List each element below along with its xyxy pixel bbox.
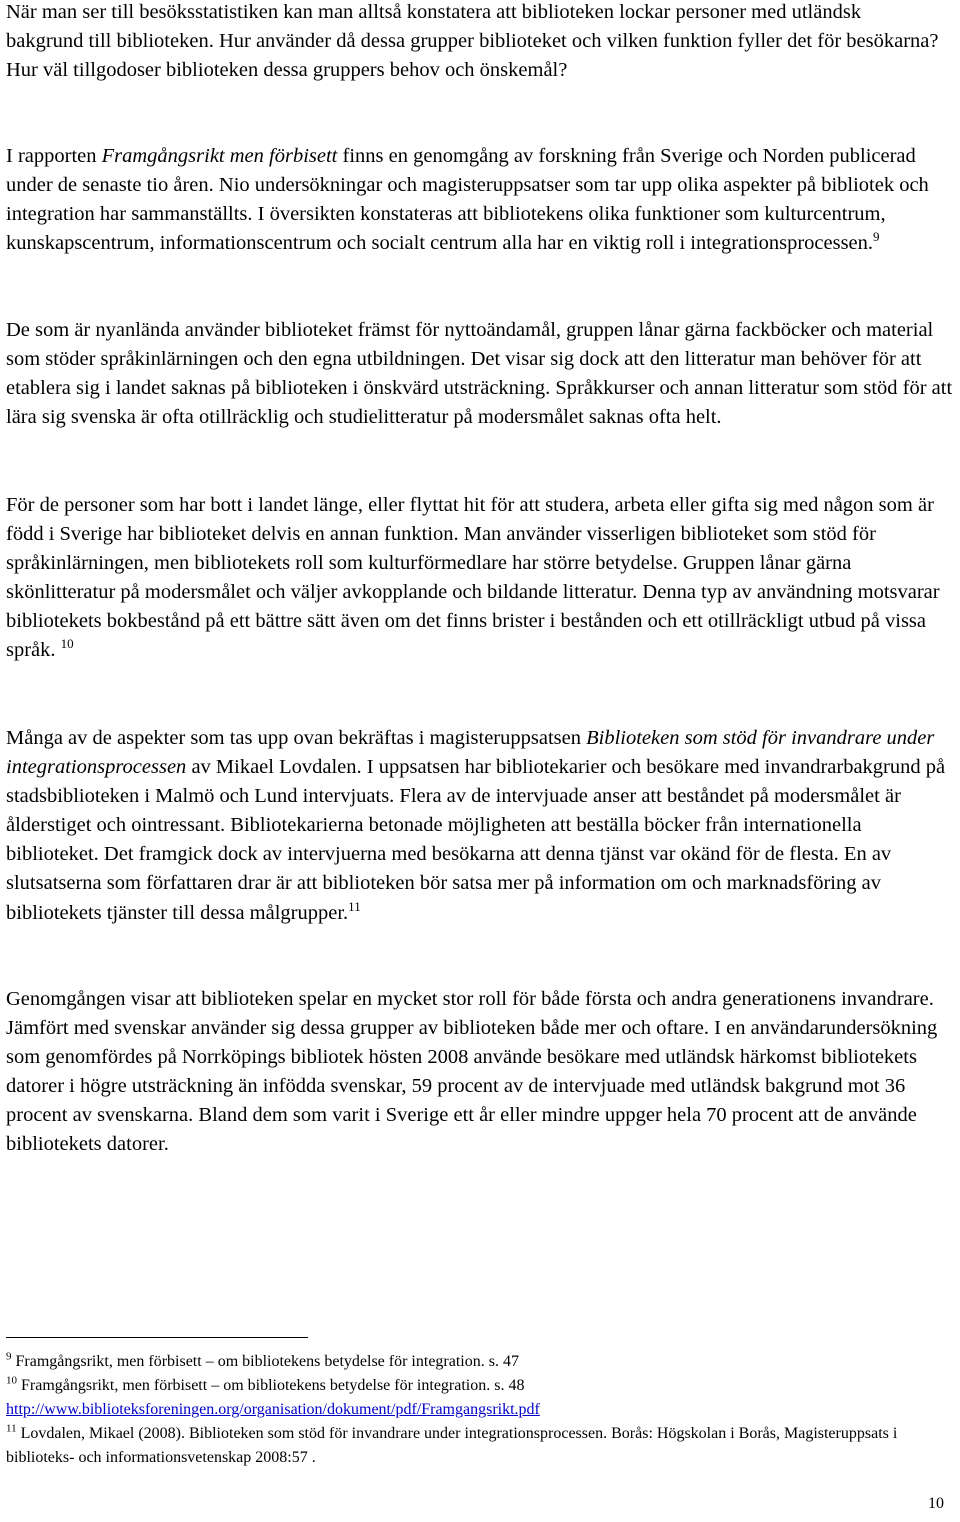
- footnote-text: Framgångsrikt, men förbisett – om bibliotekens betydelse för integration. s. 48: [17, 1377, 525, 1394]
- page-number: 10: [928, 1495, 944, 1512]
- paragraph-text: finns en genomgång av forskning från Sverige och Norden publicerad under de senaste tio åren. Nio undersökningar och magisteruppsatser som tar upp olika aspekter på bibliotek och integration har sammanställts. I översikten konstateras att bibliotekens olika funktioner som kulturcentrum, kunskapscentrum, informationscentrum och socialt centrum alla har en viktig roll i integrationsprocessen.: [6, 145, 929, 255]
- paragraph-text: För de personer som har bott i landet länge, eller flyttat hit för att studera, arbeta eller gifta sig med någon som är född i Sverige har biblioteket delvis en annan funktion. Man använder visserligen biblioteket som stöd för språkinlärningen, men bibliotekets roll som kulturförmedlare har större betydelse. Gruppen lånar gärna skönlitteratur på modersmålet och väljer avkopplande och bildande litteratur. Denna typ av användning motsvarar bibliotekets bokbestånd på ett bättre sätt även om det finns brister i bestånden och ett otillräckligt utbud på vissa språk.: [6, 494, 940, 662]
- footnote-number: 11: [6, 1422, 17, 1435]
- footnote-text: Lovdalen, Mikael (2008). Biblioteken som stöd för invandrare under integrationsprocessen. Borås: Högskolan i Borås, Magisteruppsats i biblioteks- och informationsvetenskap 2008:57 .: [6, 1425, 898, 1466]
- footnote-ref[interactable]: 9: [873, 229, 880, 245]
- thesis-title: Biblioteken som stöd för invandrare under integrationsprocessen: [6, 727, 935, 779]
- footnote-ref[interactable]: 10: [60, 636, 74, 652]
- paragraph-text: av Mikael Lovdalen. I uppsatsen har bibliotekarier och besökare med invandrarbakgrund på stadsbiblioteken i Malmö och Lund intervjuats. Flera av de intervjuade anser att beståndet på modersmålet är ålderstiget och ointressant. Bibliotekarierna betonade möjligheten att beställa böcker från internationella biblioteket. Det framgick dock av intervjuerna med besökarna att denna tjänst var okänd för de flesta. En av slutsatserna som författaren drar är att biblioteken bör satsa mer på information om och marknadsföring av bibliotekets tjänster till dessa målgrupper.: [6, 756, 946, 924]
- paragraph-newcomers: De som är nyanlända använder biblioteket främst för nyttoändamål, gruppen lånar gärna fackböcker och material som stöder språkinlärningen och den egna utbildningen. Det visar sig dock att den litteratur man behöver för att etablera sig i landet saknas på biblioteken i önskvärd utsträckning. Språkkurser och annan litteratur som stöd för att lära sig svenska är ofta otillräcklig och studielitteratur på modersmålet saknas ofta helt.: [6, 319, 953, 429]
- footnote-number: 10: [6, 1374, 17, 1387]
- footnote-ref[interactable]: 11: [348, 898, 361, 914]
- paragraph-long-term: [6, 491, 958, 666]
- footnote-10: [6, 1374, 956, 1398]
- paragraph-intro: När man ser till besöksstatistiken kan man alltså konstatera att biblioteken lockar personer med utländsk bakgrund till biblioteken. Hur använder då dessa grupper biblioteket och vilken funktion fyller det för besökarna? Hur väl tillgodoser biblioteken dessa gruppers behov och önskemål?: [6, 1, 939, 82]
- paragraph-thesis: [6, 724, 946, 928]
- footnote-10-link-line: [6, 1398, 956, 1422]
- paragraph-text: I rapporten: [6, 145, 102, 167]
- footnote-link[interactable]: http://www.biblioteksforeningen.org/organisation/dokument/pdf/Framgangsrikt.pdf: [6, 1401, 540, 1418]
- footnote-text: Framgångsrikt, men förbisett – om bibliotekens betydelse för integration. s. 47: [11, 1353, 519, 1370]
- paragraph-report: [6, 142, 946, 258]
- footnote-9: [6, 1350, 956, 1374]
- footnote-number: 9: [6, 1350, 12, 1363]
- footnote-separator: [6, 1337, 308, 1338]
- paragraph-summary: Genomgången visar att biblioteken spelar en mycket stor roll för både första och andra generationens invandrare. Jämfört med svenskar använder sig dessa grupper av biblioteken både mer och oftare. I en användarundersökning som genomfördes på Norrköpings bibliotek hösten 2008 använde besökare med utländsk härkomst bibliotekets datorer i högre utsträckning än infödda svenskar, 59 procent av de intervjuade med utländsk bakgrund mot 36 procent av svenskarna. Bland dem som varit i Sverige ett år eller mindre uppger hela 70 procent att de använde bibliotekets datorer.: [6, 988, 938, 1156]
- report-title: Framgångsrikt men förbisett: [101, 145, 338, 167]
- paragraph-text: Många av de aspekter som tas upp ovan bekräftas i magisteruppsatsen: [6, 727, 587, 749]
- footnote-11: [6, 1422, 956, 1469]
